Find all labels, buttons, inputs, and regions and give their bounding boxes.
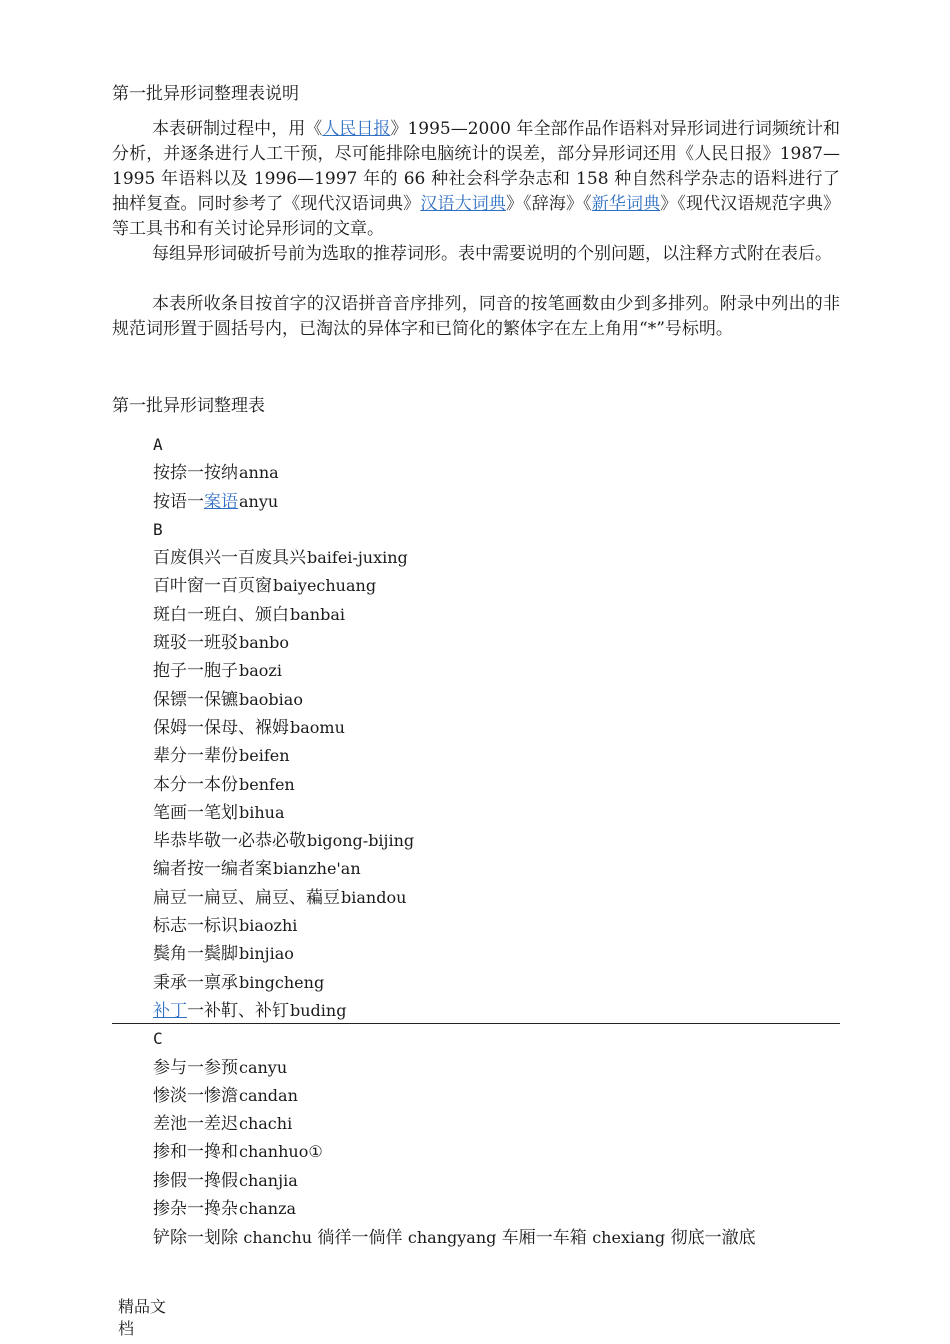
link-hanyu-dacidian[interactable]: 汉语大词典 bbox=[420, 194, 506, 214]
list-item bbox=[153, 771, 853, 799]
list-item bbox=[153, 940, 853, 968]
list-item bbox=[153, 1167, 853, 1195]
entry-pinyin: buding bbox=[290, 1000, 347, 1020]
list-item bbox=[153, 1195, 853, 1223]
list-item bbox=[153, 459, 853, 487]
para1-text-2: 》1995—2000 年全部作品作语料对异形词进行词频统计和分析，并逐条进行人工干预，尽可能排除电脑统计的误差，部分异形词还用《人民日报》1987—1995 年语料以及 1996—1997 年的 66 种社会科学杂志和 158 种自然科学杂志的语料进行了抽样复查。同时参考了《现代汉语词典》 bbox=[112, 119, 840, 214]
list-item bbox=[153, 1082, 853, 1110]
entry-word: 百废俱兴一百废具兴 bbox=[153, 548, 306, 569]
entry-pinyin: baozi bbox=[239, 661, 282, 681]
entry-pinyin: baiyechuang bbox=[273, 576, 377, 596]
list-item bbox=[153, 1110, 853, 1138]
list-item bbox=[153, 657, 853, 685]
entry-word: 标志一标识 bbox=[153, 916, 238, 937]
list-item bbox=[153, 629, 853, 657]
entry-word: 辈分一辈份 bbox=[153, 746, 238, 767]
section-letter-b: B bbox=[153, 519, 163, 539]
entry-pinyin: bianzhe'an bbox=[273, 859, 361, 879]
explanation-title: 第一批异形词整理表说明 bbox=[112, 84, 299, 104]
entry-word: 保姆一保母、褓姆 bbox=[153, 717, 289, 738]
para1-text-4: 》《现代汉语规范字典》等工具书和有关讨论异形词的文章。 bbox=[112, 194, 841, 239]
entry-pinyin: baobiao bbox=[239, 689, 303, 709]
entry-word: 保镖一保镳 bbox=[153, 689, 238, 710]
entry-word: 掺假一搀假 bbox=[153, 1170, 238, 1191]
list-item bbox=[153, 1138, 853, 1166]
link-buding[interactable]: 补丁 bbox=[153, 1000, 187, 1021]
word-list bbox=[153, 431, 853, 1223]
link-xinhua-cidian[interactable]: 新华词典 bbox=[591, 194, 661, 214]
list-item bbox=[153, 1225, 756, 1251]
entry-word: 掺和一搀和 bbox=[153, 1142, 238, 1163]
list-item bbox=[153, 1054, 853, 1082]
entry-word: 徜徉一倘佯 bbox=[317, 1228, 403, 1248]
intro-paragraph bbox=[112, 117, 840, 242]
list-item bbox=[153, 714, 853, 742]
entry-pinyin: bihua bbox=[239, 802, 285, 822]
entry-word: 按语一 bbox=[153, 491, 204, 512]
entry-pinyin: banbo bbox=[239, 633, 289, 653]
section-divider bbox=[112, 1023, 840, 1024]
list-item bbox=[153, 601, 853, 629]
list-item bbox=[153, 488, 853, 516]
entry-word: 笔画一笔划 bbox=[153, 802, 238, 823]
list-item bbox=[153, 855, 853, 883]
entry-pinyin: changyang bbox=[407, 1228, 497, 1247]
table-title: 第一批异形词整理表 bbox=[112, 396, 265, 416]
entry-word: 斑驳一班驳 bbox=[153, 633, 238, 654]
entry-word: 一补靪、补钉 bbox=[187, 1000, 289, 1021]
entry-word: 扁豆一扁豆、扁豆、藊豆 bbox=[153, 887, 340, 908]
entry-pinyin: biaozhi bbox=[239, 916, 298, 936]
entry-pinyin: chanchu bbox=[243, 1228, 313, 1247]
entry-word: 抱子一胞子 bbox=[153, 661, 238, 682]
para1-text-1: 本表研制过程中，用《 bbox=[152, 119, 323, 139]
entry-word: 秉承一禀承 bbox=[153, 972, 238, 993]
entry-word: 差池一差迟 bbox=[153, 1114, 238, 1135]
list-item bbox=[153, 912, 853, 940]
entry-pinyin: anna bbox=[239, 463, 279, 483]
entry-pinyin: bigong-bijing bbox=[307, 831, 415, 851]
section-letter-c: C bbox=[153, 1029, 163, 1049]
list-item bbox=[153, 997, 853, 1025]
entry-word: 毕恭毕敬一必恭必敬 bbox=[153, 831, 306, 852]
entry-pinyin: baomu bbox=[290, 717, 345, 737]
entry-pinyin: baifei-juxing bbox=[307, 548, 408, 568]
entry-word: 按捺一按纳 bbox=[153, 463, 238, 484]
entry-pinyin: bingcheng bbox=[239, 972, 325, 992]
entry-word: 鬓角一鬓脚 bbox=[153, 944, 238, 965]
entry-word: 铲除一刬除 bbox=[153, 1228, 238, 1248]
list-item bbox=[153, 544, 853, 572]
entry-word: 编者按一编者案 bbox=[153, 859, 272, 880]
entry-pinyin: chanza bbox=[239, 1199, 297, 1219]
entry-pinyin: chanjia bbox=[239, 1170, 298, 1190]
entry-word: 百叶窗一百页窗 bbox=[153, 576, 272, 597]
entry-pinyin: canyu bbox=[239, 1057, 288, 1077]
list-item bbox=[153, 827, 853, 855]
entry-pinyin: beifen bbox=[239, 746, 290, 766]
list-item bbox=[153, 799, 853, 827]
page-footer: 精品文档 bbox=[118, 1297, 167, 1338]
entry-pinyin: banbai bbox=[290, 604, 345, 624]
entry-pinyin: candan bbox=[239, 1085, 298, 1105]
entry-word: 车厢一车箱 bbox=[501, 1228, 587, 1248]
entry-word: 惨淡一惨澹 bbox=[153, 1085, 238, 1106]
link-anyu[interactable]: 案语 bbox=[204, 491, 238, 512]
note-paragraph: 每组异形词破折号前为选取的推荐词形。表中需要说明的个别问题，以注释方式附在表后。 bbox=[152, 244, 832, 264]
entry-pinyin: anyu bbox=[239, 491, 279, 511]
list-item bbox=[153, 884, 853, 912]
entry-pinyin: biandou bbox=[341, 887, 407, 907]
entry-word: 本分一本份 bbox=[153, 774, 238, 795]
link-renmin-ribao[interactable]: 人民日报 bbox=[322, 119, 391, 139]
section-letter-a: A bbox=[153, 435, 163, 454]
entry-pinyin: chanhuo① bbox=[239, 1142, 323, 1162]
list-item bbox=[153, 572, 853, 600]
entry-word: 斑白一班白、颁白 bbox=[153, 604, 289, 625]
entry-pinyin: chexiang bbox=[592, 1228, 666, 1247]
entry-pinyin: binjiao bbox=[239, 944, 294, 964]
entry-pinyin: benfen bbox=[239, 774, 295, 794]
list-item bbox=[153, 686, 853, 714]
entry-word: 参与一参预 bbox=[153, 1057, 238, 1078]
ordering-paragraph: 本表所收条目按首字的汉语拼音音序排列，同音的按笔画数由少到多排列。附录中列出的非规范词形置于圆括号内，已淘汰的异体字和已简化的繁体字在左上角用“*”号标明。 bbox=[112, 294, 840, 339]
entry-pinyin: chachi bbox=[239, 1114, 293, 1134]
entry-word: 彻底一澈底 bbox=[670, 1228, 756, 1248]
para1-text-3: 》《辞海》《 bbox=[505, 194, 592, 214]
list-item bbox=[153, 969, 853, 997]
list-item bbox=[153, 742, 853, 770]
entry-word: 掺杂一搀杂 bbox=[153, 1199, 238, 1220]
